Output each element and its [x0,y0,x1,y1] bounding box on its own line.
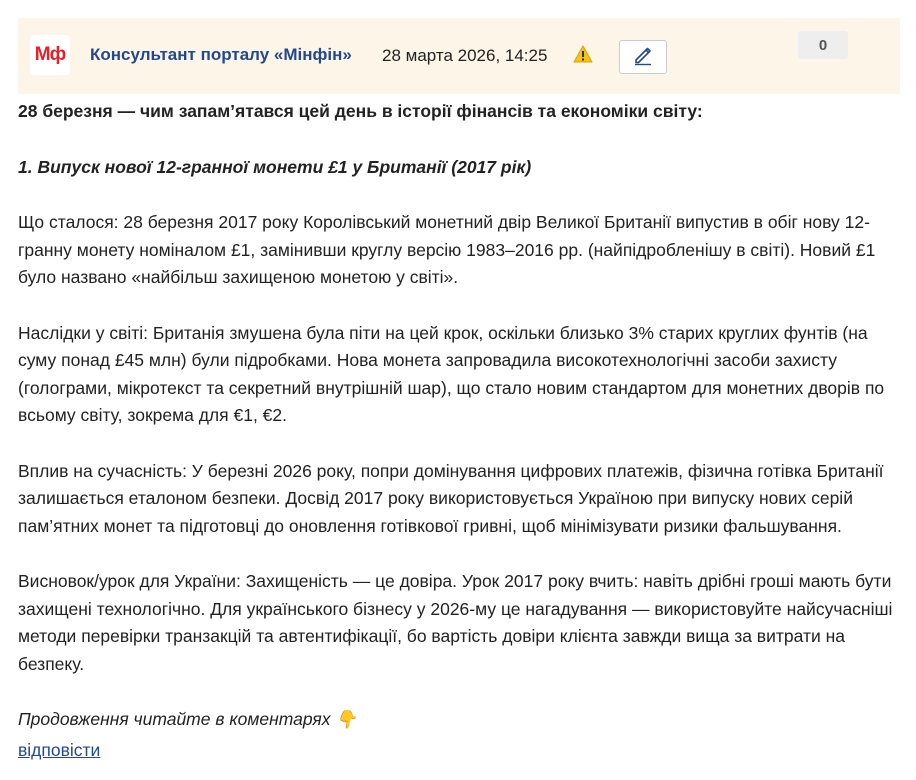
continuation-note: Продовження читайте в коментарях 👇 [18,709,358,729]
author-avatar[interactable]: Мф [30,35,70,75]
reply-link[interactable]: відповісти [18,739,101,760]
paragraph-conclusion: Висновок/урок для України: Захищеність — це довіра. Урок 2017 року вчить: навіть дрібні гроші мають бути захищені технологічно. Для українського бізнесу у 2026-му це нагадування — використовуйте найсучасніші методи перевірки транзакцій та автентифікації, бо вартість довіри клієнта завжди вища за витрати на безпеку. [18,571,893,674]
author-name-link[interactable]: Консультант порталу «Мінфін» [90,45,352,64]
warning-icon[interactable] [573,45,593,63]
post-body [18,96,903,764]
post-title: 28 березня — чим запам’ятався цей день в історії фінансів та економіки світу: [18,101,703,121]
edit-button[interactable] [619,40,667,74]
paragraph-consequences: Наслідки у світі: Британія змушена була піти на цей крок, оскільки близько 3% старих круглих фунтів (на суму понад £45 млн) були підробками. Нова монета запровадила високотехнологічні засоби захисту (голограми, мікротекст та секретний внутрішній шар), що стало новим стандартом для монетних дворів по всьому світу, зокрема для €1, €2. [18,322,885,425]
post-date: 28 марта 2026, 14:25 [382,46,548,65]
rating-score: 0 [798,31,848,59]
pencil-icon [632,44,654,71]
post-header [18,18,900,94]
section-heading: 1. Випуск нової 12-гранної монети £1 у Британії (2017 рік) [18,156,532,177]
paragraph-impact: Вплив на сучасність: У березні 2026 року, попри домінування цифрових платежів, фізична готівка Британії залишається еталоном безпеки. Досвід 2017 року використовується Україною при випуску нових серій пам’ятних монет та підготовці до оновлення готівкової гривні, щоб мінімізувати ризики фальшування. [18,460,884,536]
paragraph-what-happened: Що сталося: 28 березня 2017 року Королівський монетний двір Великої Британії випустив в обіг нову 12-гранну монету номіналом £1, замінивши круглу версію 1983–2016 рр. (найпідробленішу в світі). Новий £1 було названо «найбільш захищеною монетою у світі». [18,212,876,287]
